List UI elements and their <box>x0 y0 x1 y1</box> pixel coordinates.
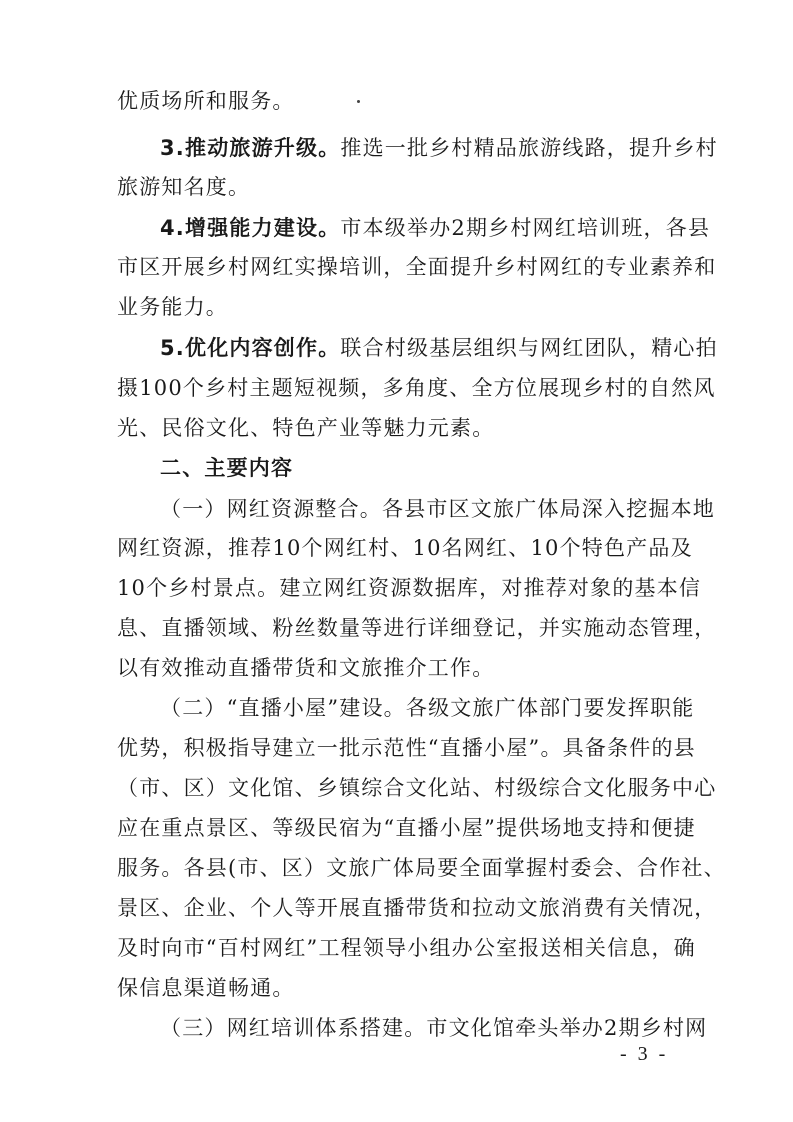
paragraph-line: 优质场所和服务。 <box>117 89 295 113</box>
paragraph-line: 摄100个乡村主题短视频，多角度、全方位展现乡村的自然风 <box>117 376 716 400</box>
paragraph-line: 4.增强能力建设。市本级举办2期乡村网红培训班，各县 <box>160 216 711 240</box>
section-heading: 二、主要内容 <box>160 456 294 480</box>
paragraph-line: （二）“直播小屋”建设。各级文旅广体部门要发挥职能 <box>160 696 695 720</box>
paragraph-line: 5.优化内容创作。联合村级基层组织与网红团队，精心拍 <box>160 336 718 360</box>
paragraph-line: （三）网红培训体系搭建。市文化馆牵头举办2期乡村网 <box>160 1016 708 1040</box>
paragraph-line: 旅游知名度。 <box>117 175 251 199</box>
paragraph-line: 以有效推动直播带货和文旅推介工作。 <box>117 656 495 680</box>
paragraph-line: 优势，积极指导建立一批示范性“直播小屋”。具备条件的县 <box>117 736 696 760</box>
item-heading: 5.优化内容创作。 <box>160 336 341 360</box>
item-heading: 4.增强能力建设。 <box>160 216 341 240</box>
paragraph-line: 息、直播领域、粉丝数量等进行详细登记，并实施动态管理， <box>117 616 717 640</box>
paragraph-line: 服务。各县(市、区）文旅广体局要全面掌握村委会、合作社、 <box>117 856 726 880</box>
paragraph-line: 保信息渠道畅通。 <box>117 976 295 1000</box>
paragraph-line: 应在重点景区、等级民宿为“直播小屋”提供场地支持和便捷 <box>117 816 696 840</box>
paragraph-line: 业务能力。 <box>117 295 228 319</box>
paragraph-line: （市、区）文化馆、乡镇综合文化站、村级综合文化服务中心 <box>117 776 717 800</box>
paragraph-line: 景区、企业、个人等开展直播带货和拉动文旅消费有关情况， <box>117 896 717 920</box>
paragraph-line: 10个乡村景点。建立网红资源数据库，对推荐对象的基本信 <box>117 576 702 600</box>
paragraph-line: 3.推动旅游升级。推选一批乡村精品旅游线路，提升乡村 <box>160 136 718 160</box>
paragraph-line: 网红资源，推荐10个网红村、10名网红、10个特色产品及 <box>117 536 693 560</box>
item-heading: 3.推动旅游升级。 <box>160 136 341 160</box>
paragraph-line: 光、民俗文化、特色产业等魅力元素。 <box>117 416 495 440</box>
paragraph-line: 市区开展乡村网红实操培训，全面提升乡村网红的专业素养和 <box>117 255 717 279</box>
page-number: - 3 - <box>620 1043 669 1065</box>
paragraph-line: 及时向市“百村网红”工程领导小组办公室报送相关信息，确 <box>117 936 696 960</box>
paragraph-line: （一）网红资源整合。各县市区文旅广体局深入挖掘本地 <box>160 497 715 521</box>
